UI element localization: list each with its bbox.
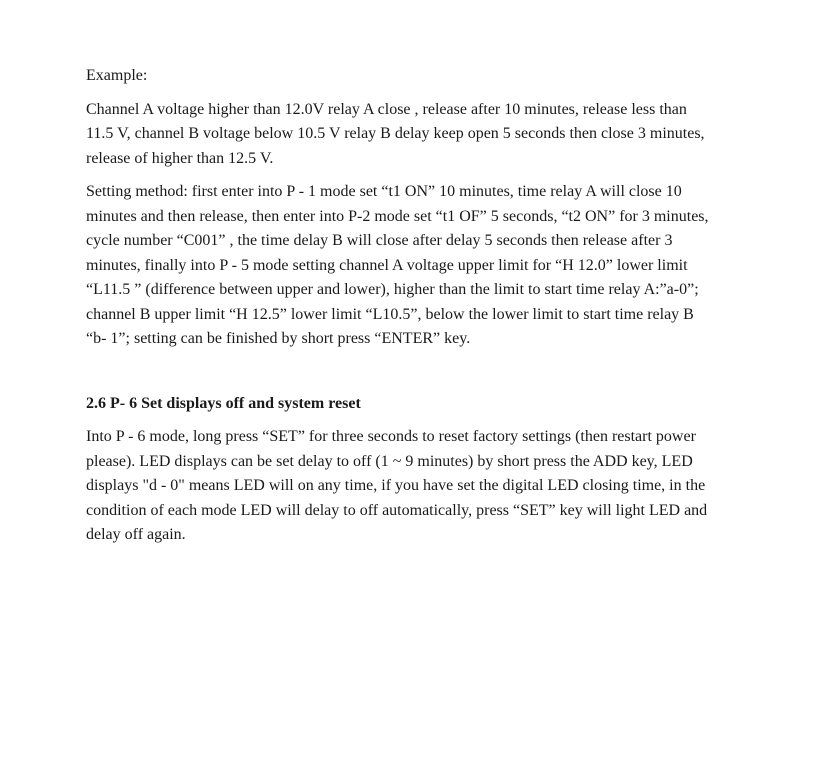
paragraph-line: release of higher than 12.5 V. [86, 149, 274, 167]
paragraph-line: channel B upper limit “H 12.5” lower limit “L10.5”, below the lower limit to start time relay B [86, 305, 694, 323]
paragraph-line: displays "d - 0" means LED will on any time, if you have set the digital LED closing time, in the [86, 477, 706, 494]
example-label [86, 64, 758, 89]
paragraph-line: “L11.5 ” (difference between upper and lower), higher than the limit to start time relay A:”a-0”; [86, 281, 699, 298]
paragraph-line: condition of each mode LED will delay to off automatically, press “SET” key will light LED and [86, 501, 708, 519]
example-paragraph [86, 98, 758, 172]
paragraph-line: delay off again. [86, 526, 186, 543]
paragraph-line: minutes, finally into P - 5 mode setting channel A voltage upper limit for “H 12.0” lower limit [86, 256, 688, 274]
paragraph-line: Setting method: first enter into P - 1 mode set “t1 ON” 10 minutes, time relay A will close 10 [86, 183, 682, 200]
paragraph-line: please). LED displays can be set delay to off (1 ~ 9 minutes) by short press the ADD key, LED [86, 452, 693, 470]
setting-method-paragraph [86, 180, 758, 352]
paragraph-line: 11.5 V, channel B voltage below 10.5 V relay B delay keep open 5 seconds then close 3 minutes, [86, 125, 705, 142]
section-heading: 2.6 P- 6 Set displays off and system reset [86, 394, 361, 412]
document-page [86, 64, 758, 548]
example-label-text: Example: [86, 67, 148, 84]
paragraph-line: cycle number “C001” , the time delay B will close after delay 5 seconds then release after 3 [86, 232, 673, 249]
paragraph-line: “b- 1”; setting can be finished by short press “ENTER” key. [86, 330, 471, 347]
paragraph-line: Channel A voltage higher than 12.0V relay A close , release after 10 minutes, release less than [86, 100, 687, 118]
reset-paragraph [86, 425, 758, 548]
paragraph-line: Into P - 6 mode, long press “SET” for three seconds to reset factory settings (then restart power [86, 428, 696, 445]
paragraph-line: minutes and then release, then enter into P-2 mode set “t1 OF” 5 seconds, “t2 ON” for 3 minutes, [86, 207, 709, 225]
